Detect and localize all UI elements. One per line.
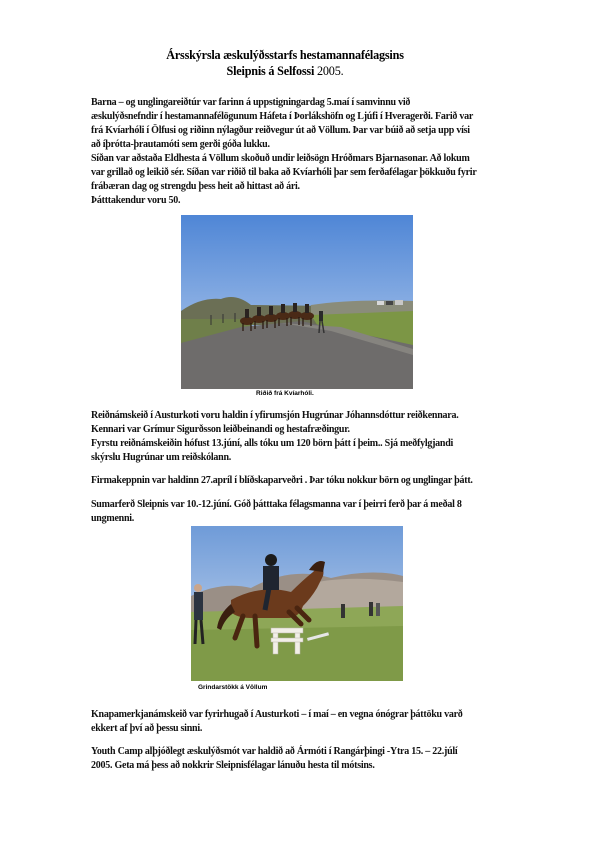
title-year: 2005. (314, 64, 344, 78)
text-line: æskulýðsnefndir í hestamannafélögunum Háfeta í Þorlákshöfn og Ljúfi í Hveragerði. Farið var (91, 111, 474, 122)
title-club-name: Sleipnis á Selfossi (226, 64, 315, 78)
text-line: Þátttakendur voru 50. (91, 195, 181, 206)
document-title (90, 47, 480, 79)
caption-photo-2: Grindarstökk á Völlum (198, 684, 268, 691)
caption-photo-1: Riðið frá Kvíarhóli. (256, 390, 314, 397)
text-line: Fyrstu reiðnámskeiðin hófust 13.júní, alls tóku um 120 börn þátt í þeim.. Sjá meðfylgjandi (91, 438, 454, 449)
text-line: frá Kvíarhóli í Ölfusi og riðinn nýlagður reiðvegur út að Völlum. Þar var búið að setja upp vísi (91, 125, 470, 136)
text-line: Kennari var Grímur Sigurðsson leiðbeinandi og hestafræðingur. (91, 424, 350, 435)
paragraph-riding-trip (91, 96, 529, 208)
text-line: Síðan var aðstaða Eldhesta á Völlum skoðuð undir leiðsögn Hróðmars Bjarnasonar. Að lokum (91, 153, 470, 164)
text-line: Reiðnámskeið í Austurkoti voru haldin í yfirumsjón Hugrúnar Jóhannsdóttur reiðkennara. (91, 410, 459, 421)
text-line: frábæran dag og strengdu þess heit að hittast að ári. (91, 181, 300, 192)
text-line: að íþrótta-þrautamóti sem gerði góða lukku. (91, 139, 270, 150)
paragraph-summer-trip (91, 498, 529, 526)
text-line: 2005. Geta má þess að nokkrir Sleipnisfélagar lánuðu hesta til mótsins. (91, 760, 375, 771)
title-line-2 (90, 63, 480, 79)
text-line: Sumarferð Sleipnis var 10.-12.júní. Góð þátttaka félagsmanna var í þeirri ferð þar á meðal 8 (91, 499, 462, 510)
title-line-1: Ársskýrsla æskulýðsstarfs hestamannafélagsins (166, 48, 404, 62)
text-line: Knapamerkjanámskeið var fyrirhugað í Austurkoti – í maí – en vegna ónógrar þáttöku varð (91, 709, 463, 720)
paragraph-knapamerki (91, 708, 529, 736)
text-line: Youth Camp alþjóðlegt æskulýðsmót var haldið að Ármóti í Rangárþingi -Ytra 15. – 22.júlí (91, 746, 458, 757)
text-line: skýrslu Hugrúnar um reiðskólann. (91, 452, 232, 463)
text-line: Barna – og unglingareiðtúr var farinn á uppstigningardag 5.maí í samvinnu við (91, 97, 411, 108)
text-line: Firmakeppnin var haldinn 27.apríl í blíðskaparveðri . Þar tóku nokkur börn og unglingar þátt. (91, 475, 473, 486)
paragraph-company-competition (91, 474, 529, 488)
text-line: var grillað og leikið sér. Síðan var riðið til baka að Kvíarhóli þar sem ferðafélagar þökkuðu fyrir (91, 167, 477, 178)
text-line: ungmenni. (91, 513, 135, 524)
photo-horse-jumping (191, 526, 403, 681)
text-line: ekkert af því að þessu sinni. (91, 723, 203, 734)
paragraph-riding-courses (91, 409, 529, 465)
photo-riders-on-road (181, 215, 413, 389)
paragraph-youth-camp (91, 745, 529, 773)
